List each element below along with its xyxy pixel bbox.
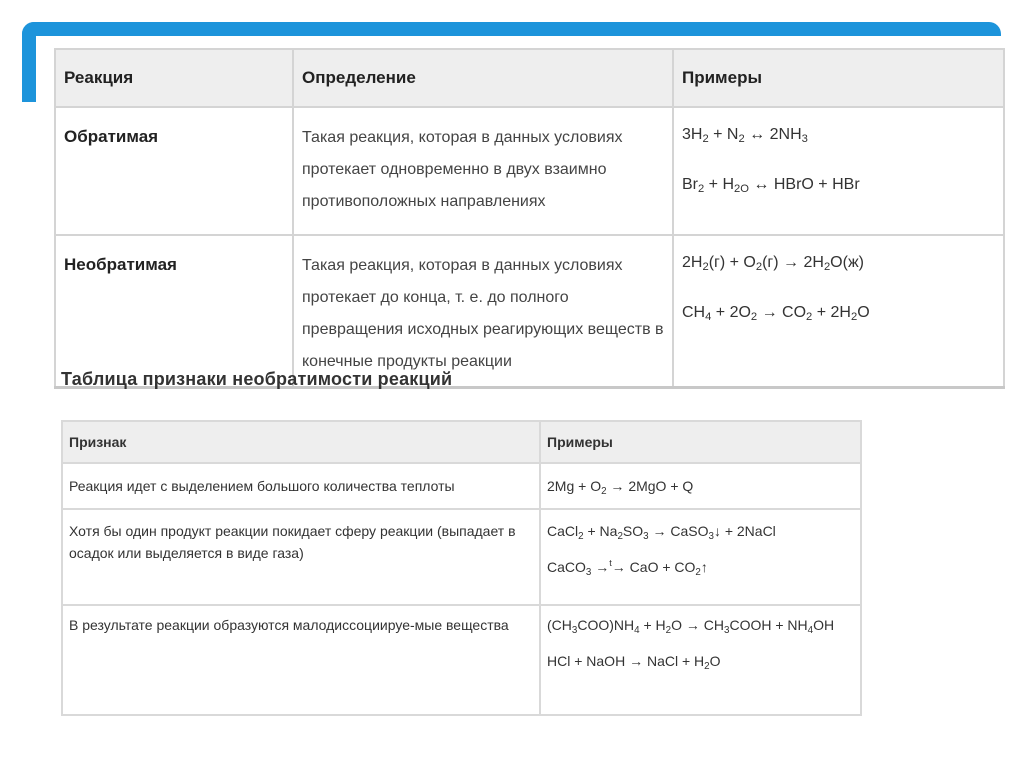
header-examples: Примеры bbox=[540, 421, 861, 463]
reaction-definition: Такая реакция, которая в данных условиях протекает до конца, т. е. до полного превращения исходных реагирующих веществ в конечные продукты реакции bbox=[293, 235, 673, 388]
sign-examples bbox=[540, 509, 861, 605]
example-formula: $(CH_3COO)NH_4 + H_2O$ → $CH_3COOH + NH_4OH$ bbox=[547, 617, 835, 636]
header-reaction: Реакция bbox=[55, 49, 293, 107]
reaction-examples bbox=[673, 107, 1004, 235]
example-formula: HCl + NaOH → NaCl + $H_2O$ bbox=[547, 653, 721, 672]
reaction-definition: Такая реакция, которая в данных условиях протекает одновременно в двух взаимно противоположных направлениях bbox=[293, 107, 673, 235]
example-formula: $CH_4 + 2O_2 \to CO_2 + 2H_2O$ bbox=[682, 304, 870, 323]
example-formula: $3H_2 + N_2$ ↔ $2NH_3$ bbox=[682, 126, 808, 145]
reaction-types-table bbox=[54, 48, 1005, 389]
slide-frame-top bbox=[22, 22, 1001, 36]
example-formula: $2Mg + O_2 \to 2MgO + Q$ bbox=[547, 478, 694, 497]
sign-examples bbox=[540, 463, 861, 509]
sign-text: В результате реакции образуются малодиссоциируе-мые вещества bbox=[62, 605, 540, 715]
header-sign: Признак bbox=[62, 421, 540, 463]
section-heading: Таблица признаки необратимости реакций bbox=[61, 369, 453, 389]
sign-text: Реакция идет с выделением большого количества теплоты bbox=[62, 463, 540, 509]
reaction-examples bbox=[673, 235, 1004, 388]
sign-text: Хотя бы один продукт реакции покидает сферу реакции (выпадает в осадок или выделяется в виде газа) bbox=[62, 509, 540, 605]
table-row bbox=[62, 509, 861, 605]
example-formula: $2H_2(г) + O_2(г) \to 2H_2O(ж)$ bbox=[682, 254, 864, 273]
table-header-row bbox=[62, 421, 861, 463]
table-row bbox=[62, 605, 861, 715]
table-row bbox=[55, 107, 1004, 235]
header-definition: Определение bbox=[293, 49, 673, 107]
sign-examples bbox=[540, 605, 861, 715]
table-row bbox=[62, 463, 861, 509]
example-formula: $Br_2 + H_{2O}$ ↔ HBrO + HBr bbox=[682, 176, 860, 195]
table-header-row bbox=[55, 49, 1004, 107]
irreversibility-signs-table bbox=[61, 420, 862, 716]
example-formula: CaCl$_2$ + $Na_2SO_3$ → CaSO$_3$↓ + 2NaCl bbox=[547, 523, 776, 542]
example-formula: CaCO$_3$ →$^t$→ CaO + $CO_2↑$ bbox=[547, 558, 708, 578]
reaction-name: Необратимая bbox=[55, 235, 293, 388]
header-examples: Примеры bbox=[673, 49, 1004, 107]
reaction-name: Обратимая bbox=[55, 107, 293, 235]
slide-frame-left bbox=[22, 22, 36, 102]
table-row bbox=[55, 235, 1004, 388]
